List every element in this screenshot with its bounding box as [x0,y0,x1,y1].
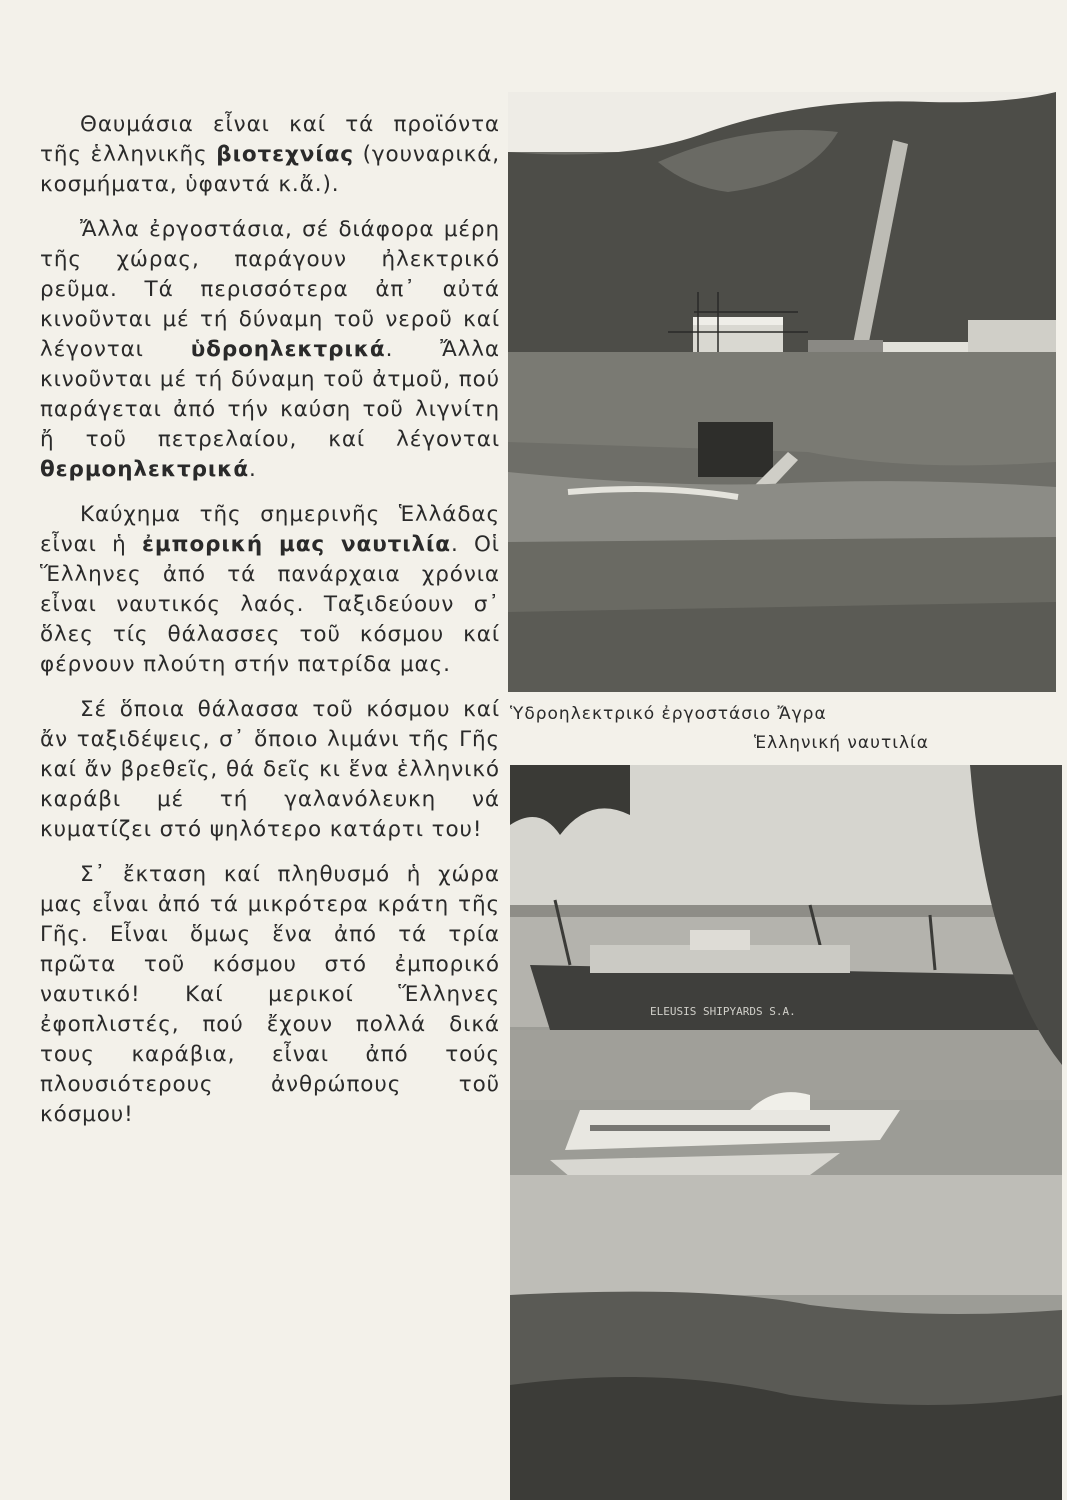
dam-photo-caption: Ὑδροηλεκτρικό ἐργοστάσιο Ἄγρα [510,704,827,724]
text-run: Σ᾽ ἔκταση καί πληθυσμό ἡ χώρα μας εἶναι ἀπό τά μικρότερα κράτη τῆς Γῆς. Εἶναι ὅμως ἕνα ἀπό τά τρία πρῶτα τοῦ κόσμου στό ἐμπορικό ναυτικό! Καί μερικοί Ἕλληνες ἐφοπλιστές, πού ἔχουν πολλά δικά τους καράβια, εἶναι ἀπό τούς πλουσιότερους ἀνθρώπους τοῦ κόσμου! [40,862,500,1127]
text-run: Θαυμάσια εἶναι καί τά προϊόντα τῆς ἑλληνικῆς [40,112,500,167]
text-run: . [249,457,257,482]
paragraph [40,215,500,485]
text-run: Ἄλλα ἐργοστάσια, σέ διάφορα μέρη τῆς χώρας, παράγουν ἠλεκτρικό ρεῦμα. Τά περισσότερα ἀπ᾽ αὐτά κινοῦνται μέ τή δύναμη τοῦ νεροῦ καί λέγονται [40,217,500,362]
paragraph [40,500,500,680]
article-text [40,110,500,1145]
text-run: Σέ ὅποια θάλασσα τοῦ κόσμου καί ἄν ταξιδέψεις, σ᾽ ὅποιο λιμάνι τῆς Γῆς καί ἄν βρεθεῖς, θά δεῖς κι ἕνα ἑλληνικό καράβι μέ τή γαλανόλευκη νά κυματίζει στό ψηλότερο κατάρτι του! [40,697,500,842]
text-run: (γουναρικά, κοσμήματα, ὑφαντά κ.ἄ.). [40,142,501,197]
ships-photo-caption: Ἑλληνική ναυτιλία [754,733,929,753]
paragraph [40,695,500,845]
text-run: . Ἄλλα κινοῦνται μέ τή δύναμη τοῦ ἀτμοῦ, πού παράγεται ἀπό τήν καύση τοῦ λιγνίτη ἤ τοῦ πετρελαίου, καί λέγονται [40,337,500,452]
text-run: . Οἱ Ἕλληνες ἀπό τά πανάρχαια χρόνια εἶναι ναυτικός λαός. Ταξιδεύουν σ᾽ ὅλες τίς θάλασσες τοῦ κόσμου καί φέρνουν πλούτη στήν πατρίδα μας. [40,532,500,677]
text-run: Καύχημα τῆς σημερινῆς Ἑλλάδας εἶναι ἡ [40,502,500,557]
hydroelectric-plant-photo [508,92,1056,692]
bold-term: ὑδροηλεκτρικά [190,337,386,362]
shipyard-hull-lettering: ELEUSIS SHIPYARDS S.A. [650,1005,796,1018]
bold-term: βιοτεχνίας [216,142,354,167]
bold-term: θερμοηλεκτρικά [40,457,250,482]
paragraph [40,860,500,1130]
paragraph [40,110,500,200]
greek-shipping-photo [510,765,1062,1500]
bold-term: ἐμπορική μας ναυτιλία [141,532,451,557]
